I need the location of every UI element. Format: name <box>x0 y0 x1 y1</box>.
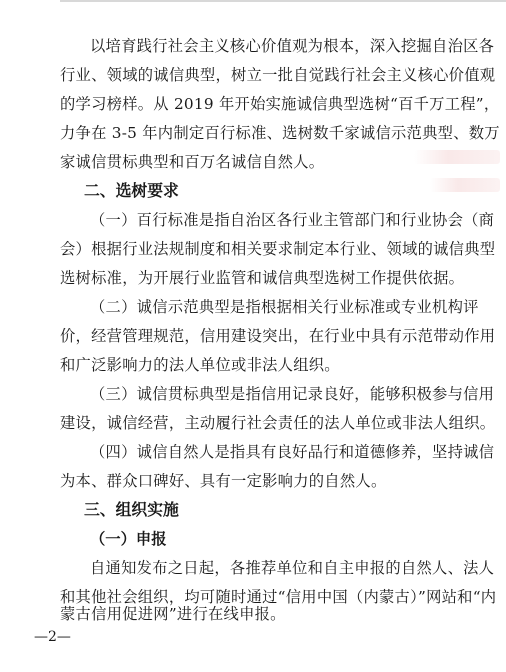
paragraph-line: 自通知发布之日起，各推荐单位和自主申报的自然人、法人 <box>90 559 495 577</box>
paragraph-line: 力争在 3-5 年内制定百行标准、选树数千家诚信示范典型、数万 <box>60 124 500 142</box>
paragraph-line: 行业、领域的诚信典型，树立一批自觉践行社会主义核心价值观 <box>60 66 496 84</box>
subsection-heading: （一）申报 <box>90 530 167 548</box>
paragraph-line: 为本、群众口碑好、具有一定影响力的自然人。 <box>60 472 387 490</box>
paragraph-line: 建设，诚信经营，主动履行社会责任的法人单位或非法人组织。 <box>60 414 496 432</box>
paragraph-line: 会）根据行业法规制度和相关要求制定本行业、领域的诚信典型 <box>60 240 496 258</box>
paragraph-line: 选树标准，为开展行业监管和诚信典型选树工作提供依据。 <box>60 269 465 287</box>
paragraph-line: 和其他社会组织，均可随时通过“信用中国（内蒙古）”网站和“内 <box>60 588 497 606</box>
paragraph-line: （三）诚信贯标典型是指信用记录良好，能够积极参与信用 <box>90 385 495 403</box>
paragraph-line: （一）百行标准是指自治区各行业主管部门和行业协会（商 <box>90 211 495 229</box>
paragraph-line: 价，经营管理规范，信用建设突出，在行业中具有示范带动作用 <box>60 327 496 345</box>
paragraph-line: 家诚信贯标典型和百万名诚信自然人。 <box>60 153 325 171</box>
bleed-through-mark <box>430 178 500 192</box>
paragraph-line: （四）诚信自然人是指具有良好品行和道德修养，坚持诚信 <box>90 443 495 461</box>
paragraph-line: 以培育践行社会主义核心价值观为根本，深入挖掘自治区各 <box>90 37 495 55</box>
page-number: —2— <box>34 629 71 645</box>
section-heading: 二、选树要求 <box>84 181 179 200</box>
section-heading: 三、组织实施 <box>84 500 179 519</box>
paragraph-line: （二）诚信示范典型是指根据相关行业标准或专业机构评 <box>90 298 479 316</box>
paragraph-line: 蒙古信用促进网”进行在线申报。 <box>60 605 286 623</box>
paragraph-line: 的学习榜样。从 2019 年开始实施诚信典型选树“百千万工程”， <box>60 95 500 113</box>
page-top-edge <box>60 0 506 2</box>
paragraph-line: 和广泛影响力的法人单位或非法人组织。 <box>60 356 340 374</box>
